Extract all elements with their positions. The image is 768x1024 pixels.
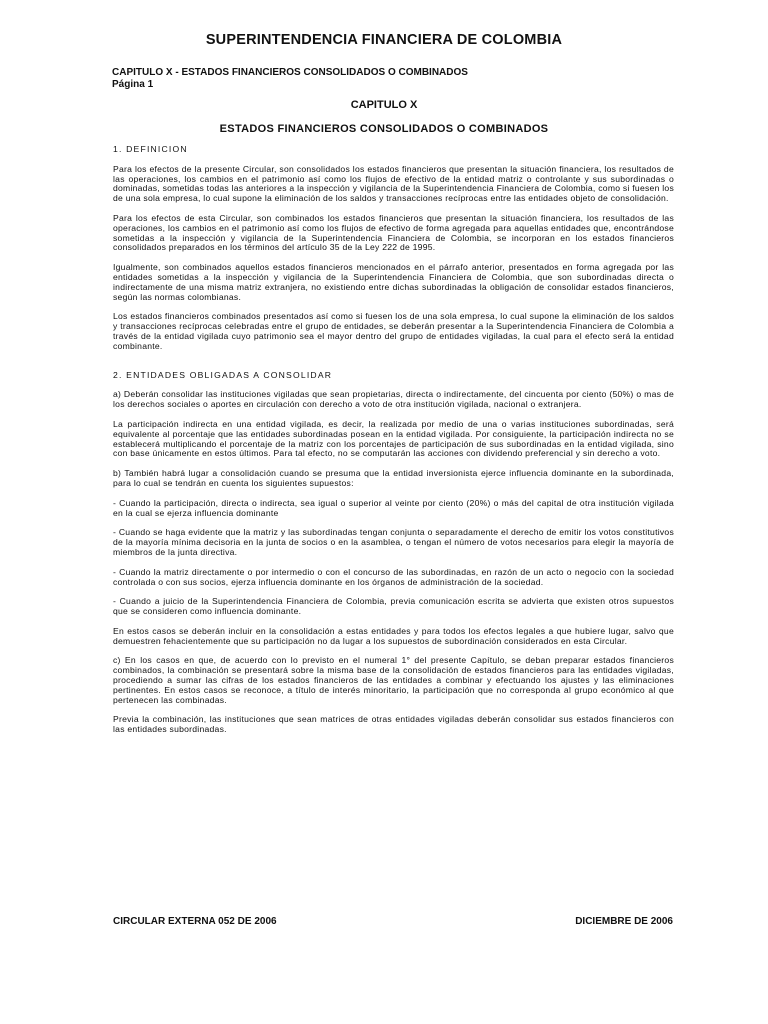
- footer-date: DICIEMBRE DE 2006: [575, 916, 673, 927]
- paragraph: La participación indirecta en una entidad vigilada, es decir, la realizada por medio de una o varias instituciones subordinadas, será equivalente al porcentaje que las entidades subordinadas posean en la entidad vigilada. Por consiguiente, la participación indirecta no se establecerá multiplicando el porcentaje de la matriz con los porcentajes de participación de sus subordinadas en la entidad vigilada, sino con base únicamente en estos últimos. Para tal efecto, no se computarán las acciones con dividendo preferencial y sin derecho a voto.: [113, 418, 674, 459]
- paragraph: - Cuando a juicio de la Superintendencia Financiera de Colombia, previa comunicación escrita se advierta que existen otros supuestos que se consideren como influencia dominante.: [113, 596, 674, 617]
- paragraph: c) En los casos en que, de acuerdo con lo previsto en el numeral 1° del presente Capítulo, se deban preparar estados financieros combinados, la combinación se presentará sobre la misma base de la consolidación de estados financieros para las entidades vigiladas, procediendo a sumar las cifras de los estados financieros de las entidades a combinar y efectuando los ajustes y las eliminaciones pertinentes. En estos casos se reconoce, a título de interés minoritario, la participación que no corresponda al grupo económico al que pertenecen las combinadas.: [113, 655, 674, 705]
- paragraph: - Cuando se haga evidente que la matriz y las subordinadas tengan conjunta o separadamente el derecho de emitir los votos constitutivos de la mayoría mínima decisoria en la junta de socios o en la asamblea, o tengan el número de votos necesarios para elegir la mayoría de miembros de la junta directiva.: [113, 527, 674, 557]
- chapter-reference: [112, 67, 468, 91]
- footer-circular: CIRCULAR EXTERNA 052 DE 2006: [113, 916, 277, 927]
- document-body: [113, 145, 674, 745]
- paragraph: Para los efectos de la presente Circular, son consolidados los estados financieros que presentan la situación financiera, los resultados de las operaciones, los cambios en el patrimonio así como los flujos de efectivo de la entidad matriz o controlante y sus subordinadas o dominadas, sometidas todas las anteriores a la inspección y vigilancia de la Superintendencia Financiera de Colombia, como si fuesen los de una sola empresa, lo cual supone la eliminación de los saldos y transacciones recíprocas entre las entidades objeto de consolidación.: [113, 163, 674, 204]
- page-label: Página 1: [112, 79, 154, 90]
- paragraph: a) Deberán consolidar las instituciones vigiladas que sean propietarias, directa o indirectamente, del cincuenta por ciento (50%) o mas de los derechos sociales o aportes en circulación con derecho a voto de otra institución vigilada, nacional o extranjera.: [113, 389, 674, 410]
- paragraph: - Cuando la matriz directamente o por intermedio o con el concurso de las subordinadas, en razón de un acto o negocio con la sociedad controlada o con sus socios, ejerza influencia dominante en los órganos de administración de la sociedad.: [113, 566, 674, 587]
- paragraph: En estos casos se deberán incluir en la consolidación a estas entidades y para todos los efectos legales a que hubiere lugar, salvo que demuestren fehacientemente que su participación no da lugar a los supuestos de subordinación considerados en esta Circular.: [113, 625, 674, 646]
- paragraph: b) También habrá lugar a consolidación cuando se presuma que la entidad inversionista ejerce influencia dominante en la subordinada, para lo cual se tendrán en cuenta los siguientes supuestos:: [113, 468, 674, 488]
- paragraph: Para los efectos de esta Circular, son combinados los estados financieros que presentan la situación financiera, los resultados de las operaciones, los cambios en el patrimonio así como los flujos de efectivo de forma agregada para aquellas entidades que, encontrándose sometidas a la inspección y vigilancia de la Superintendencia Financiera de Colombia, se incorporan en los estados financieros consolidados preparados en los términos del artículo 35 de la Ley 222 de 1995.: [113, 212, 674, 253]
- paragraph: Igualmente, son combinados aquellos estados financieros mencionados en el párrafo anterior, presentados en forma agregada por las entidades sometidas a la inspección y vigilancia de la Superintendencia Financiera de Colombia, que son subordinadas directa o indirectamente de una misma matriz extranjera, no existiendo entre dichas subordinadas la obligación de consolidar estados financieros, según las normas colombianas.: [113, 262, 674, 302]
- paragraph: Los estados financieros combinados presentados así como si fuesen los de una sola empresa, lo cual supone la eliminación de los saldos y transacciones recíprocas celebradas entre el grupo de entidades, se deberán presentar a la Superintendencia Financiera de Colombia a través de la entidad vigilada cuyo patrimonio sea el mayor dentro del grupo de entidades vigiladas, la cual para el efecto será la entidad combinante.: [113, 311, 674, 351]
- chapter-reference-title: CAPITULO X - ESTADOS FINANCIEROS CONSOLIDADOS O COMBINADOS: [112, 67, 468, 78]
- organization-title: SUPERINTENDENCIA FINANCIERA DE COLOMBIA: [205, 32, 563, 48]
- paragraph: Previa la combinación, las instituciones que sean matrices de otras entidades vigiladas deberán consolidar sus estados financieros con las entidades subordinadas.: [113, 714, 674, 735]
- section-heading-definicion: 1. DEFINICION: [113, 144, 188, 154]
- chapter-name: ESTADOS FINANCIEROS CONSOLIDADOS O COMBINADOS: [219, 123, 549, 135]
- section-heading-entidades: 2. ENTIDADES OBLIGADAS A CONSOLIDAR: [113, 369, 333, 380]
- chapter-heading: CAPITULO X: [350, 99, 418, 111]
- paragraph: - Cuando la participación, directa o indirecta, sea igual o superior al veinte por ciento (20%) o más del capital de otra institución vigilada en la cual se ejerza influencia dominante: [113, 497, 674, 518]
